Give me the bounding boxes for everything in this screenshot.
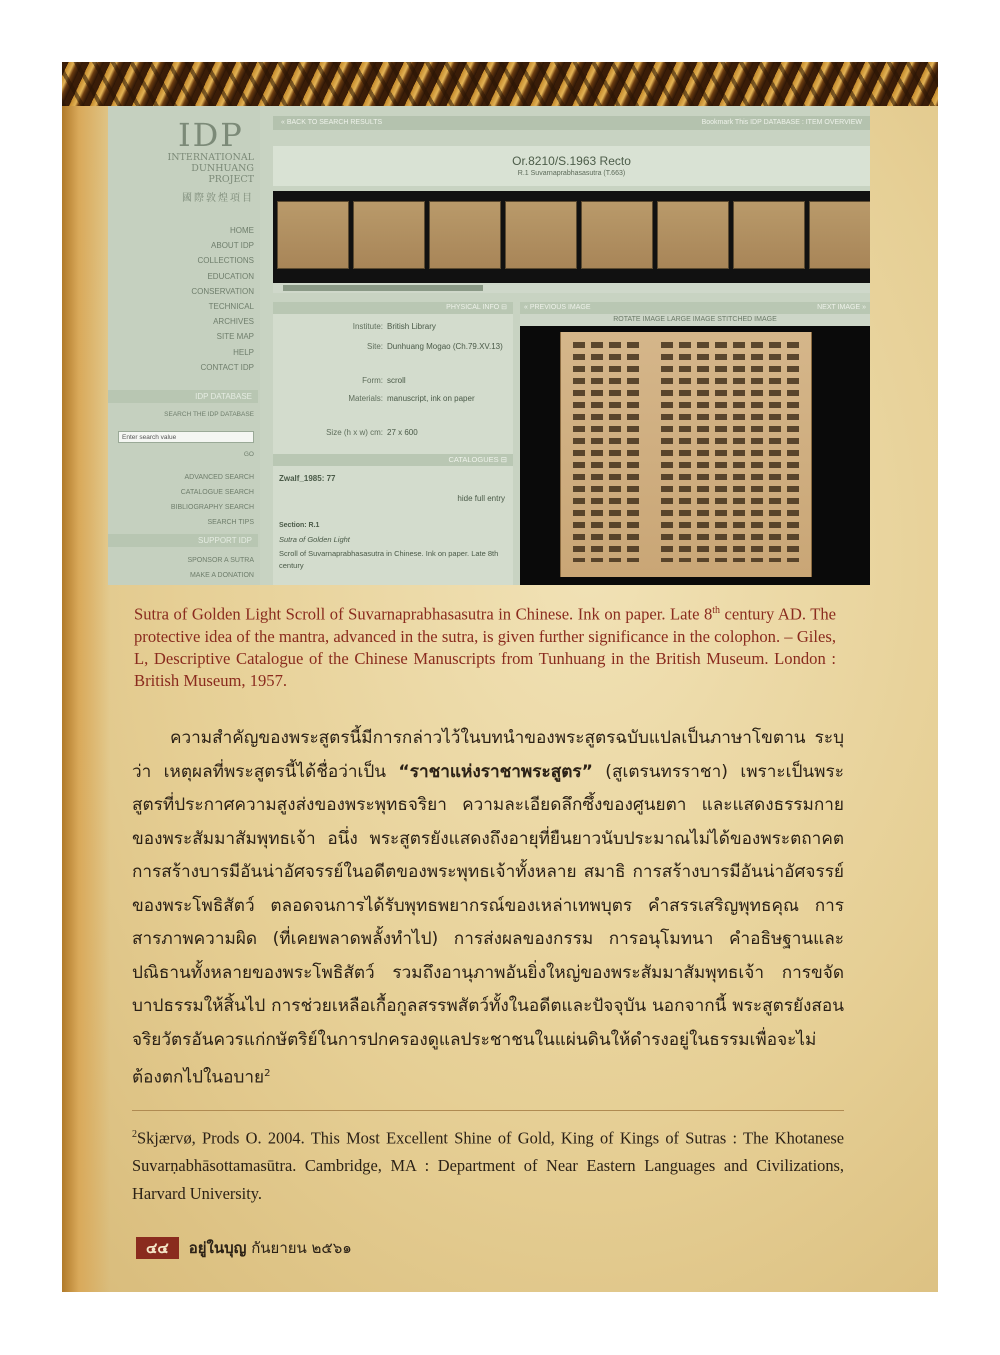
go-button[interactable]: GO bbox=[243, 451, 254, 458]
footnote-rule bbox=[132, 1110, 844, 1111]
bookmark-link[interactable]: Bookmark This IDP DATABASE : ITEM OVERVIEW bbox=[701, 119, 862, 126]
item-subtitle: R.1 Suvarnaprabhasasutra (T.663) bbox=[517, 170, 626, 177]
nav-about[interactable]: ABOUT IDP bbox=[211, 241, 254, 251]
support-idp-band: SUPPORT IDP bbox=[108, 534, 258, 547]
catalogues-header[interactable]: CATALOGUES ⊟ bbox=[273, 454, 513, 466]
nav-conservation[interactable]: CONSERVATION bbox=[191, 286, 254, 296]
next-image-link[interactable]: NEXT IMAGE » bbox=[817, 304, 866, 311]
image-tools[interactable]: ROTATE IMAGE LARGE IMAGE STITCHED IMAGE bbox=[520, 314, 870, 326]
thumbnail[interactable] bbox=[353, 201, 425, 269]
bold-term: “ราชาแห่งราชาพระสูตร” bbox=[398, 761, 593, 782]
physical-info-header[interactable]: PHYSICAL INFO ⊟ bbox=[273, 302, 513, 314]
search-tips-link[interactable]: SEARCH TIPS bbox=[207, 519, 254, 526]
physical-info-panel: Institute: British Library Site: Dunhuang Mogao (Ch.79.XV.13) Form: scroll Materials: manuscript, ink on paper Size (h x w) cm: 27 x 600 bbox=[273, 314, 513, 454]
footnote-ref: 2 bbox=[264, 1068, 271, 1079]
decorative-top-ornament-overlay bbox=[62, 62, 938, 106]
thumbnail[interactable] bbox=[809, 201, 870, 269]
bibliography-search-link[interactable]: BIBLIOGRAPHY SEARCH bbox=[170, 504, 254, 511]
nav-archives[interactable]: ARCHIVES bbox=[213, 317, 254, 327]
decorative-left-edge bbox=[62, 62, 110, 1292]
magazine-page bbox=[62, 62, 938, 1292]
body-paragraph: ความสำคัญของพระสูตรนี้มีการกล่าวไว้ในบทนำของพระสูตรฉบับแปลเป็นภาษาโขตาน ระบุว่า เหตุผลที่พระสูตรนี้ได้ชื่อว่าเป็น “ราชาแห่งราชาพระสูตร” (สูเตรนทรราชา) เพราะเป็นพระสูตรที่ประกาศความสูงส่งของพระพุทธจริยา ความละเอียดลึกซึ้งของศูนยตา และแสดงธรรมกายของพระสัมมาสัมพุทธเจ้า อนึ่ง พระสูตรยังแสดงถึงอายุที่ยืนยาวนับประมาณไม่ได้ของพระตถาคต การสร้างบารมีอันน่าอัศจรรย์ในอดีตของพระพุทธเจ้าทั้งหลาย สมาธิ การสร้างบารมีอันน่าอัศจรรย์ของพระโพธิสัตว์ ตลอดจนการได้รับพุทธพยากรณ์ของเหล่าเทพบุตร คำสรรเสริญพุทธคุณ การสารภาพความผิด (ที่เคยพลาดพลั้งทำไป) การส่งผลของกรรม การอนุโมทนา คำอธิษฐานและปณิธานทั้งหลายของพระโพธิสัตว์ รวมถึงอานุภาพอันยิ่งใหญ่ของพระสัมมาสัมพุทธเจ้า การขจัดบาปธรรมให้สิ้นไป การช่วยเหลือเกื้อกูลสรรพสัตว์ทั้งในอดีตและปัจจุบัน นอกจากนี้ พระสูตรยังสอนจริยวัตรอันควรแก่กษัตริย์ในการปกครองดูแลประชาชนในแผ่นดินให้ดำรงอยู่ในธรรมเพื่อจะไม่ต้องตกไปในอบาย$^2$ bbox=[132, 728, 844, 1088]
nav-help[interactable]: HELP bbox=[233, 347, 254, 357]
catalogue-search-link[interactable]: CATALOGUE SEARCH bbox=[180, 489, 254, 496]
figure-caption: Sutra of Golden Light Scroll of Suvarnaprabhasasutra in Chinese. Ink on paper. Late 8th century AD. The protective idea of the mantra, advanced in the sutra, is given further significance in the colophon. – Giles, L, Descriptive Catalogue of the Chinese Manuscripts from Tunhuang in the British Museum. London : British Museum, 1957. bbox=[134, 604, 836, 690]
nav-home[interactable]: HOME bbox=[230, 226, 254, 235]
idp-topbar bbox=[273, 116, 870, 130]
item-titlebar bbox=[273, 146, 870, 186]
issue-date: กันยายน ๒๕๖๑ bbox=[251, 1239, 352, 1257]
idp-logo: IDP bbox=[178, 116, 244, 154]
sutra-title: Sutra of Golden Light bbox=[279, 535, 350, 544]
scroll-thumb[interactable] bbox=[283, 285, 483, 291]
idp-logo-chinese: 國際敦煌項目 bbox=[182, 193, 254, 204]
nav-contact[interactable]: CONTACT IDP bbox=[200, 362, 254, 372]
thumbnail[interactable] bbox=[505, 201, 577, 269]
image-nav-header bbox=[520, 302, 870, 314]
support-links bbox=[108, 553, 254, 583]
thumbnail-strip bbox=[273, 191, 870, 283]
hide-full-entry-link[interactable]: hide full entry bbox=[457, 494, 505, 503]
section-label: Section: R.1 bbox=[279, 522, 320, 529]
page-number: ๔๔ bbox=[136, 1237, 179, 1259]
search-links bbox=[108, 470, 254, 530]
scroll-description: Scroll of Suvarnaprabhasasutra in Chinese. Ink on paper. Late 8th century bbox=[279, 549, 499, 570]
footnote: $^2$Skjærvø, Prods O. 2004. This Most Excellent Shine of Gold, King of Kings of Sutras : The Khotanese Suvarṇabhāsottamasūtra. Cambridge, MA : Department of Near Eastern Languages and Civilizations, Harvard University. bbox=[132, 1128, 844, 1204]
thumbnail[interactable] bbox=[657, 201, 729, 269]
magazine-name: อยู่ในบุญ bbox=[188, 1239, 247, 1257]
thumbnail[interactable] bbox=[733, 201, 805, 269]
thumbnail-scrollbar[interactable] bbox=[273, 283, 870, 293]
thumbnail[interactable] bbox=[277, 201, 349, 269]
nav-technical[interactable]: TECHNICAL bbox=[208, 302, 254, 312]
catalogues-panel bbox=[273, 466, 513, 585]
nav-collections[interactable]: COLLECTIONS bbox=[197, 256, 254, 266]
idp-nav bbox=[108, 223, 254, 375]
manuscript-image-viewer bbox=[520, 326, 870, 585]
idp-sidebar bbox=[108, 106, 260, 585]
sponsor-sutra-link[interactable]: SPONSOR A SUTRA bbox=[187, 557, 254, 564]
idp-website-screenshot bbox=[108, 106, 870, 585]
advanced-search-link[interactable]: ADVANCED SEARCH bbox=[184, 474, 254, 481]
search-label: SEARCH THE IDP DATABASE bbox=[164, 411, 254, 418]
donation-link[interactable]: MAKE A DONATION bbox=[189, 572, 254, 579]
manuscript-image bbox=[560, 332, 812, 577]
thumbnail[interactable] bbox=[581, 201, 653, 269]
page-footer bbox=[136, 1236, 352, 1258]
back-to-results-link[interactable]: « BACK TO SEARCH RESULTS bbox=[281, 119, 383, 126]
thumbnail[interactable] bbox=[429, 201, 501, 269]
idp-database-band: IDP DATABASE bbox=[108, 390, 258, 403]
previous-image-link[interactable]: « PREVIOUS IMAGE bbox=[524, 304, 591, 311]
search-input[interactable]: Enter search value bbox=[118, 431, 254, 443]
nav-site-map[interactable]: SITE MAP bbox=[216, 332, 254, 342]
idp-logo-subtitle: INTERNATIONAL DUNHUANG PROJECT bbox=[167, 152, 254, 185]
item-title: Or.8210/S.1963 Recto bbox=[512, 154, 631, 168]
catalogue-entry: Zwalf_1985: 77 bbox=[279, 474, 336, 483]
nav-education[interactable]: EDUCATION bbox=[207, 271, 254, 281]
